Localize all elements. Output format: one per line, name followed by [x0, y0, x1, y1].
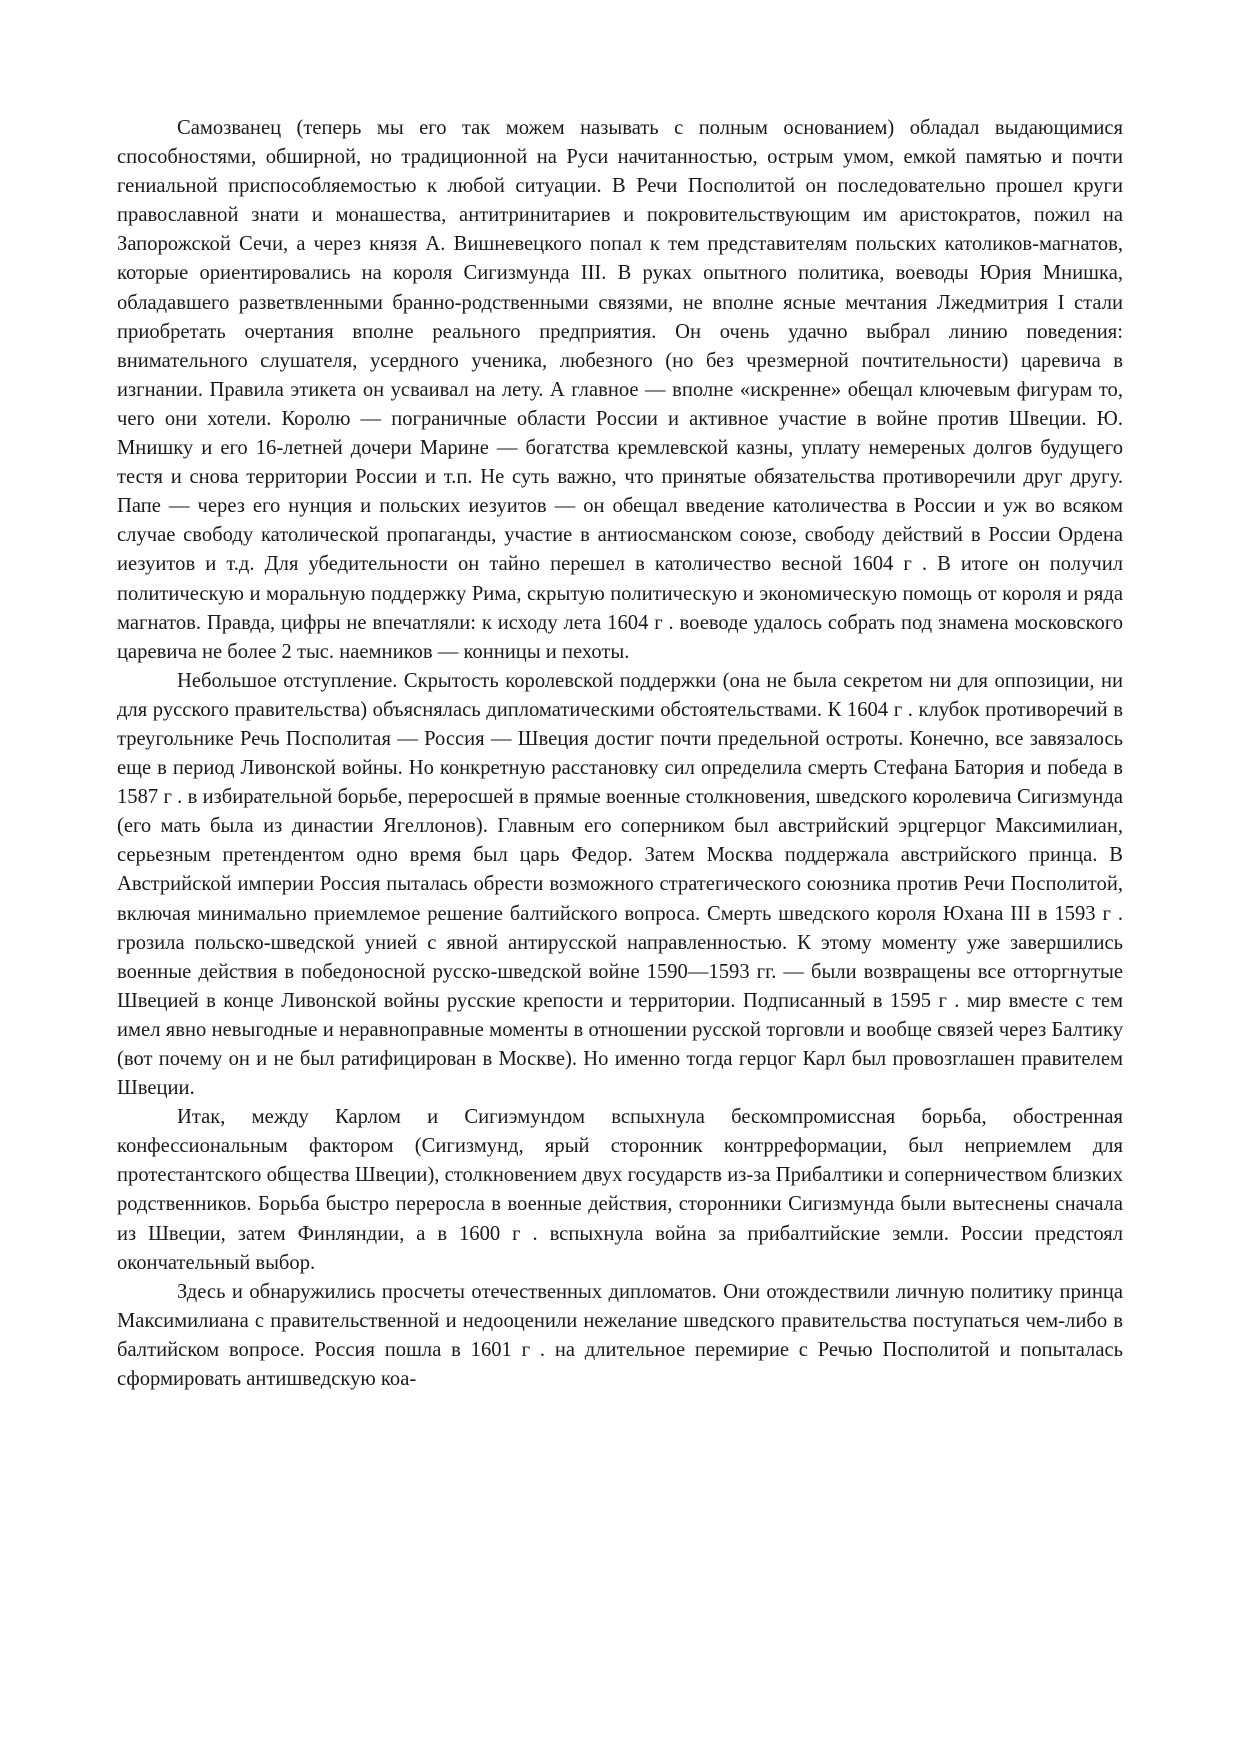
paragraph-4: Здесь и обнаружились просчеты отечественных дипломатов. Они отождествили личную политику принца Максимилиана с правительственной и недооценили нежелание шведского правительства поступаться чем-либо в балтийском вопросе. Россия пошла в 1601 г . на длительное перемирие с Речью Посполитой и попыталась сформировать антишведскую коа- [117, 1280, 1123, 1391]
paragraph-1: Самозванец (теперь мы его так можем называть с полным основанием) обладал выдающимися способностями, обширной, но традиционной на Руси начитанностью, острым умом, емкой памятью и почти гениальной приспособляемостью к любой ситуации. В Речи Посполитой он последовательно прошел круги православной знати и монашества, антитринитариев и покровительствующим им аристократов, пожил на Запорожской Сечи, а через князя А. Вишневецкого попал к тем представителям польских католиков-магнатов, которые ориентировались на короля Сигизмунда III. В руках опытного политика, воеводы Юрия Мнишка, обладавшего разветвленными бранно-родственными связями, не вполне ясные мечтания Лжедмитрия I стали приобретать очертания вполне реального предприятия. Он очень удачно выбрал линию поведения: внимательного слушателя, усердного ученика, любезного (но без чрезмерной почтительности) царевича в изгнании. Правила этикета он усваивал на лету. А главное — вполне «искренне» обещал ключевым фигурам то, чего они хотели. Королю — пограничные области России и активное участие в войне против Швеции. Ю. Мнишку и его 16-летней дочери Марине — богатства кремлевской казны, уплату немереных долгов будущего тестя и снова территории России и т.п. Не суть важно, что принятые обязательства противоречили друг другу. Папе — через его нунция и польских иезуитов — он обещал введение католичества в России и уж во всяком случае свободу католической пропаганды, участие в антиосманском союзе, свободу действий в России Ордена иезуитов и т.д. Для убедительности он тайно перешел в католичество весной 1604 г . В итоге он получил политическую и моральную поддержку Рима, скрытую политическую и экономическую помощь от короля и ряда магнатов. Правда, цифры не впечатляли: к исходу лета 1604 г . воеводе удалось собрать под знамена московского царевича не более 2 тыс. наемников — конницы и пехоты. [117, 117, 1123, 663]
document-page [117, 114, 1123, 1394]
paragraph-3: Итак, между Карлом и Сигиэмундом вспыхнула бескомпромиссная борьба, обостренная конфессиональным фактором (Сигизмунд, ярый сторонник контрреформации, был неприемлем для протестантского общества Швеции), столкновением двух государств из-за Прибалтики и соперничеством близких родственников. Борьба быстро переросла в военные действия, сторонники Сигизмунда были вытеснены сначала из Швеции, затем Финляндии, а в 1600 г . вспыхнула война за прибалтийские земли. России предстоял окончательный выбор. [117, 1106, 1123, 1274]
paragraph-2: Небольшое отступление. Скрытость королевской поддержки (она не была секретом ни для оппозиции, ни для русского правительства) объяснялась дипломатическими обстоятельствами. К 1604 г . клубок противоречий в треугольнике Речь Посполитая — Россия — Швеция достиг почти предельной остроты. Конечно, все завязалось еще в период Ливонской войны. Но конкретную расстановку сил определила смерть Стефана Батория и победа в 1587 г . в избирательной борьбе, переросшей в прямые военные столкновения, шведского королевича Сигизмунда (его мать была из династии Ягеллонов). Главным его соперником был австрийский эрцгерцог Максимилиан, серьезным претендентом одно время был царь Федор. Затем Москва поддержала австрийского принца. В Австрийской империи Россия пыталась обрести возможного стратегического союзника против Речи Посполитой, включая минимально приемлемое решение балтийского вопроса. Смерть шведского короля Юхана III в 1593 г . грозила польско-шведской унией с явной антирусской направленностью. К этому моменту уже завершились военные действия в победоносной русско-шведской войне 1590—1593 гг. — были возвращены все отторгнутые Швецией в конце Ливонской войны русские крепости и территории. Подписанный в 1595 г . мир вместе с тем имел явно невыгодные и неравноправные моменты в отношении русской торговли и вообще связей через Балтику (вот почему он и не был ратифицирован в Москве). Но именно тогда герцог Карл был провозглашен правителем Швеции. [117, 669, 1123, 1100]
